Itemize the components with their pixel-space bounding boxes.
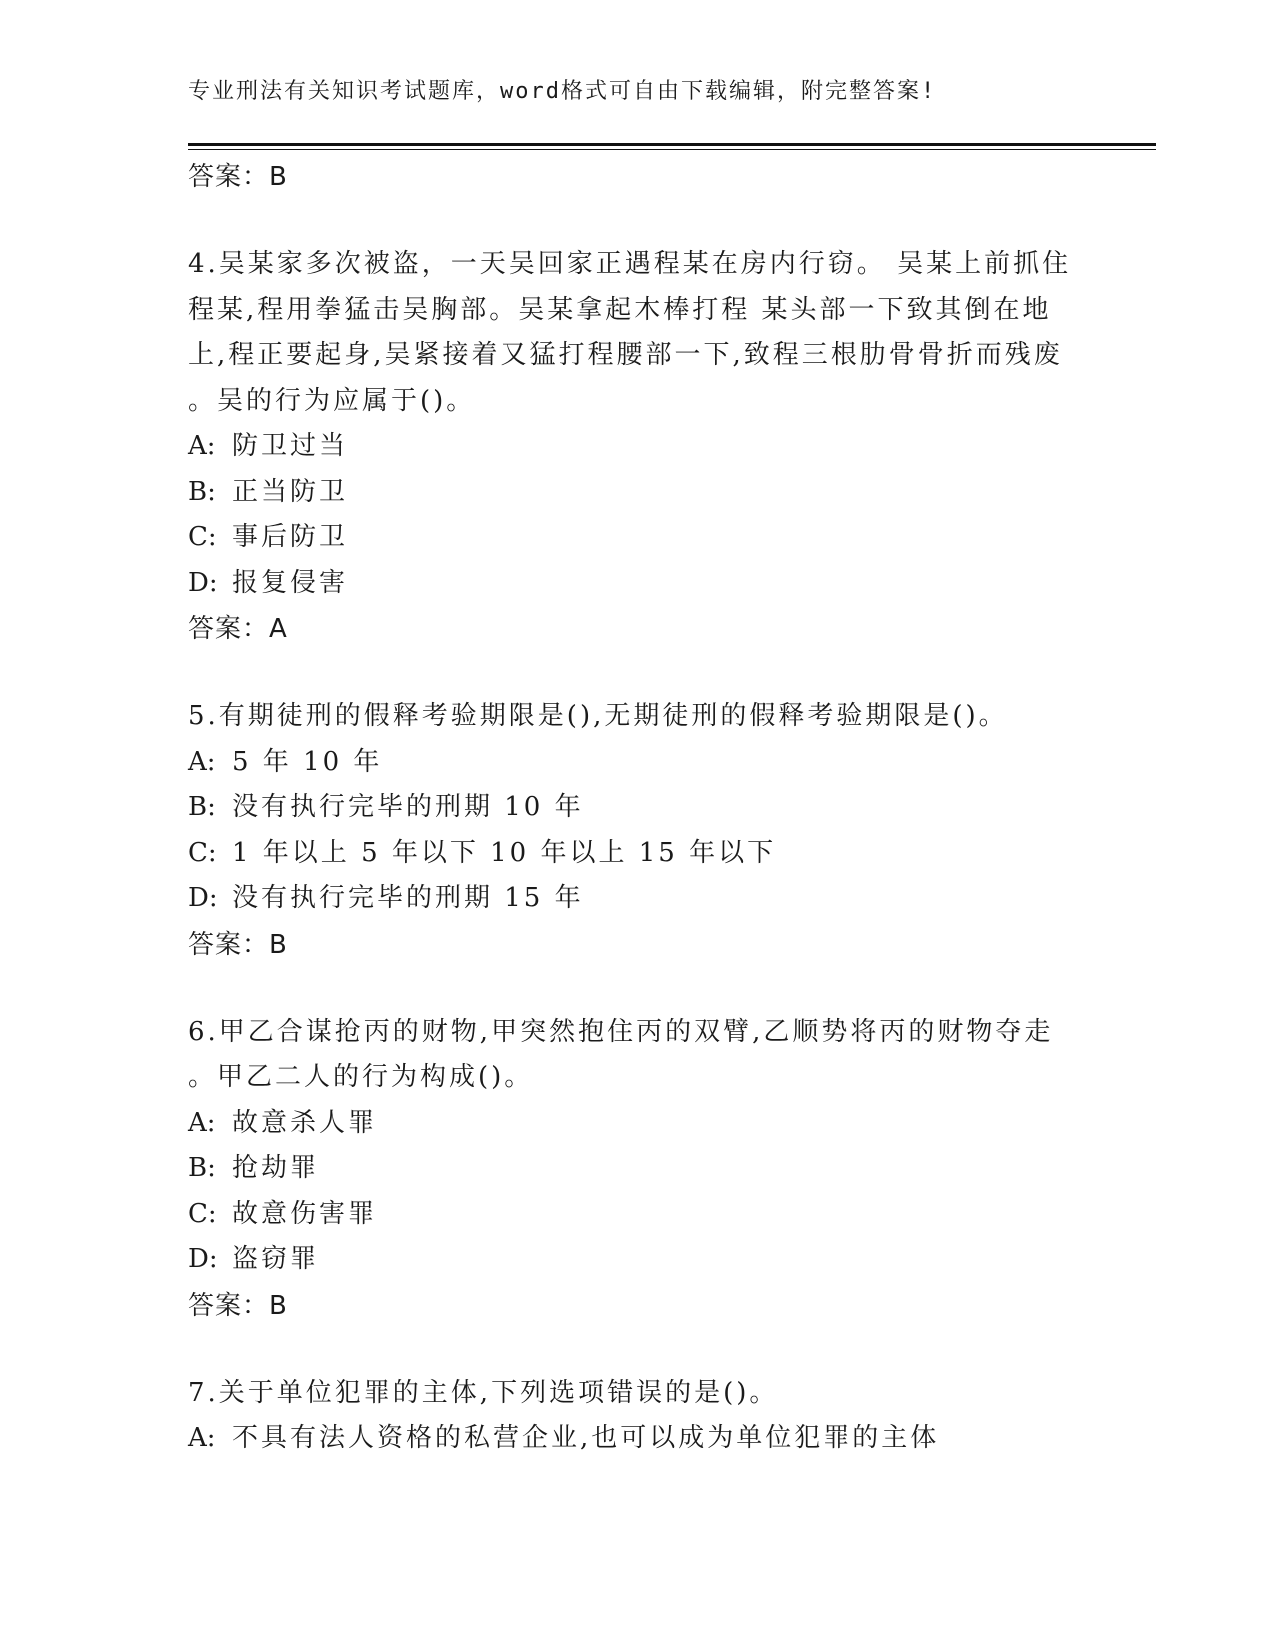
question-text-line: 。吴的行为应属于()。 [188, 385, 476, 416]
block-gap [188, 1329, 1088, 1371]
option-line [188, 1192, 1088, 1238]
question-text-line: 5.有期徒刑的假释考验期限是(),无期徒刑的假释考验期限是()。 [188, 701, 1008, 731]
question-text-line: 4.吴某家多次被盗，一天吴回家正遇程某在房内行窃。 吴某上前抓住 [188, 249, 1072, 279]
header-rule-thin [188, 149, 1156, 150]
option-text: 报复侵害 [232, 567, 349, 598]
option-letter: B: [188, 476, 216, 507]
option-line [188, 1416, 1088, 1462]
block-gap [188, 652, 1088, 694]
option-text: 没有执行完毕的刑期 15 年 [232, 883, 584, 913]
answer-line: 答案：A [188, 614, 288, 644]
option-letter: A: [188, 746, 216, 777]
option-text: 故意杀人罪 [232, 1107, 378, 1138]
option-text: 抢劫罪 [232, 1153, 320, 1183]
option-line [188, 515, 1088, 561]
option-line [188, 785, 1088, 831]
option-letter: A: [188, 431, 216, 461]
option-text: 防卫过当 [232, 431, 349, 461]
option-line [188, 831, 1088, 877]
option-text: 没有执行完毕的刑期 10 年 [232, 792, 584, 822]
block-gap [188, 968, 1088, 1010]
question-text-line: 。甲乙二人的行为构成()。 [188, 1062, 534, 1092]
option-line [188, 740, 1088, 786]
option-text: 正当防卫 [232, 476, 349, 507]
option-line [188, 1237, 1088, 1283]
option-line [188, 561, 1088, 607]
option-letter: C: [188, 837, 217, 868]
option-line [188, 876, 1088, 922]
answer-line: 答案：B [188, 162, 288, 192]
question-text-line: 上,程正要起身,吴紧接着又猛打程腰部一下,致程三根肋骨骨折而残废 [188, 340, 1063, 370]
option-line [188, 424, 1088, 470]
option-letter: C: [188, 1198, 217, 1229]
question-text-line: 7.关于单位犯罪的主体,下列选项错误的是()。 [188, 1377, 779, 1408]
option-letter: D: [188, 1244, 218, 1274]
block-gap [188, 200, 1088, 242]
option-line [188, 1146, 1088, 1192]
option-letter: C: [188, 522, 217, 552]
question-content [188, 154, 1088, 1462]
header-rule-thick [188, 143, 1156, 146]
option-text: 事后防卫 [232, 522, 349, 552]
option-letter: B: [188, 792, 216, 822]
option-text: 故意伤害罪 [232, 1198, 378, 1229]
option-letter: D: [188, 883, 218, 913]
option-letter: D: [188, 567, 218, 598]
question-text-line: 程某,程用拳猛击吴胸部。吴某拿起木棒打程 某头部一下致其倒在地 [188, 294, 1052, 325]
option-text: 盗窃罪 [232, 1244, 320, 1274]
option-letter: A: [188, 1107, 216, 1138]
answer-line: 答案：B [188, 1290, 288, 1321]
option-text: 不具有法人资格的私营企业,也可以成为单位犯罪的主体 [232, 1423, 940, 1453]
option-text: 5 年 10 年 [232, 746, 383, 777]
option-letter: A: [188, 1423, 216, 1453]
option-letter: B: [188, 1153, 216, 1183]
question-text-line: 6.甲乙合谋抢丙的财物,甲突然抱住丙的双臂,乙顺势将丙的财物夺走 [188, 1016, 1054, 1047]
option-text: 1 年以上 5 年以下 10 年以上 15 年以下 [232, 837, 777, 868]
option-line [188, 1101, 1088, 1147]
answer-line: 答案：B [188, 929, 288, 960]
page-header: 专业刑法有关知识考试题库，word格式可自由下载编辑，附完整答案! [188, 79, 937, 104]
option-line [188, 470, 1088, 516]
